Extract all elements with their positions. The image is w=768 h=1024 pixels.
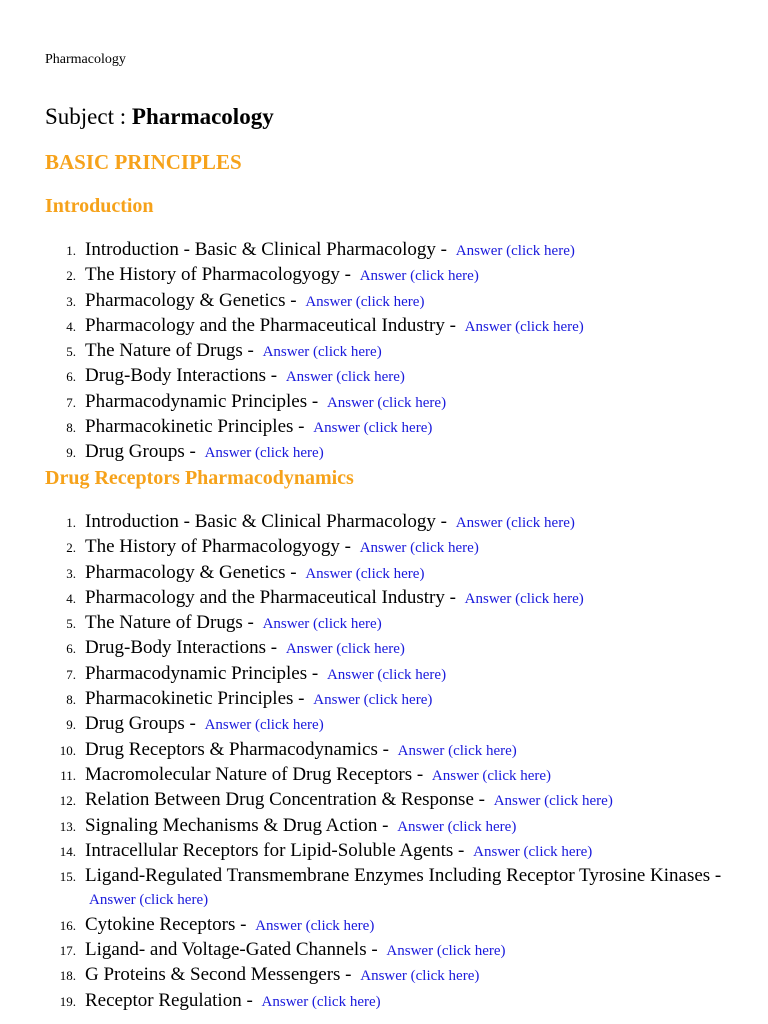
list-item-number: 10. [59, 742, 76, 758]
subject-prefix: Subject : [45, 104, 132, 129]
answer-link[interactable]: Answer (click here) [455, 243, 575, 259]
list-item-number: 5. [66, 616, 76, 632]
list-item [0, 390, 768, 415]
list-item [0, 364, 768, 389]
answer-link[interactable]: Answer (click here) [431, 767, 552, 784]
answer-link[interactable]: Answer (click here) [313, 420, 433, 437]
topic-title: G Proteins & Second Messengers - [85, 964, 352, 986]
topic-title: Ligand- and Voltage-Gated Channels - [85, 939, 378, 961]
list-item [0, 738, 768, 763]
topic-title: Pharmacology & Genetics - [85, 289, 297, 311]
answer-link[interactable]: Answer (click here) [386, 943, 506, 960]
list-item [0, 440, 768, 465]
list-item [0, 864, 768, 913]
answer-link[interactable]: Answer (click here) [262, 344, 382, 361]
answer-link[interactable]: Answer (click here) [262, 616, 382, 633]
topic-title: Signaling Mechanisms & Drug Action - [85, 814, 389, 836]
answer-link[interactable]: Answer (click here) [473, 843, 593, 860]
answer-link[interactable]: Answer (click here) [455, 515, 575, 531]
topic-title: Pharmacodynamic Principles - [85, 662, 319, 684]
topic-title: Ligand-Regulated Transmembrane Enzymes Including Receptor Tyrosine Kinases - [85, 865, 722, 887]
list-item-number: 9. [66, 445, 76, 461]
list-item [0, 788, 768, 813]
list-item-number: 2. [66, 268, 76, 284]
answer-link[interactable]: Answer (click here) [359, 540, 479, 557]
list-item [0, 839, 768, 864]
answer-link[interactable]: Answer (click here) [261, 993, 381, 1010]
topic-title: Pharmacology and the Pharmaceutical Industry - [85, 586, 456, 608]
list-item-number: 3. [66, 293, 76, 309]
topic-title: Receptor Regulation - [85, 989, 253, 1011]
list-item-number: 4. [66, 318, 76, 334]
topic-title: Macromolecular Nature of Drug Receptors - [85, 763, 424, 785]
list-item-number: 4. [66, 590, 76, 606]
answer-link[interactable]: Answer (click here) [305, 293, 425, 310]
list-item-number: 5. [66, 344, 76, 360]
list-item-number: 1. [66, 243, 76, 258]
subject-name: Pharmacology [131, 104, 274, 129]
part-title: BASIC PRINCIPLES [45, 150, 242, 174]
topic-title: Drug-Body Interactions - [85, 365, 278, 387]
topic-title: Pharmacodynamic Principles - [85, 390, 319, 412]
list-item [0, 586, 768, 611]
answer-link[interactable]: Answer (click here) [313, 692, 433, 709]
list-item-number: 17. [59, 943, 76, 959]
topic-title: Pharmacology and the Pharmaceutical Industry - [85, 314, 456, 336]
list-item [0, 289, 768, 314]
list-item [0, 415, 768, 440]
answer-link[interactable]: Answer (click here) [397, 818, 517, 835]
answer-link[interactable]: Answer (click here) [464, 590, 584, 607]
topic-list-introduction [0, 238, 768, 466]
answer-link[interactable]: Answer (click here) [89, 892, 209, 909]
topic-title: The Nature of Drugs - [85, 340, 254, 362]
topic-title: Introduction - Basic & Clinical Pharmacology - [85, 239, 447, 260]
list-item-number: 19. [59, 993, 76, 1009]
answer-link[interactable]: Answer (click here) [285, 641, 405, 658]
topic-title: The History of Pharmacologyogy - [85, 264, 351, 286]
list-item-number: 8. [66, 420, 76, 436]
list-item-number: 2. [66, 540, 76, 556]
answer-link[interactable]: Answer (click here) [493, 793, 613, 810]
topic-title: Drug Groups - [85, 441, 196, 463]
topic-title: Drug-Body Interactions - [85, 637, 278, 659]
topic-title: Relation Between Drug Concentration & Response - [85, 789, 485, 811]
list-item-number: 7. [66, 666, 76, 682]
list-item-number: 18. [59, 968, 76, 984]
list-item-number: 12. [59, 793, 76, 809]
chapter-title-introduction: Introduction [45, 195, 154, 217]
list-item [0, 989, 768, 1014]
list-item [0, 963, 768, 988]
topic-title: Cytokine Receptors - [85, 913, 247, 935]
list-item-number: 9. [66, 717, 76, 733]
list-item [0, 687, 768, 712]
list-item-number: 8. [66, 692, 76, 708]
answer-link[interactable]: Answer (click here) [255, 917, 375, 934]
topic-title: Intracellular Receptors for Lipid-Soluble Agents - [85, 839, 465, 861]
list-item-number: 7. [66, 394, 76, 410]
list-item-number: 11. [60, 767, 76, 783]
topic-title: Pharmacokinetic Principles - [85, 688, 305, 710]
answer-link[interactable]: Answer (click here) [464, 318, 584, 335]
list-item [0, 263, 768, 288]
list-item-number: 6. [66, 369, 76, 385]
list-item [0, 510, 768, 535]
answer-link[interactable]: Answer (click here) [397, 742, 517, 759]
topic-title: Drug Receptors & Pharmacodynamics - [85, 738, 389, 760]
list-item-number: 15. [59, 869, 76, 885]
topic-title: Pharmacokinetic Principles - [85, 416, 305, 438]
topic-title: Drug Groups - [85, 713, 196, 735]
list-item [0, 636, 768, 661]
page-header: Pharmacology [45, 52, 126, 67]
answer-link[interactable]: Answer (click here) [285, 369, 405, 386]
answer-link[interactable]: Answer (click here) [359, 268, 479, 285]
list-item-number: 6. [66, 641, 76, 657]
list-item [0, 814, 768, 839]
list-item [0, 238, 768, 263]
list-item [0, 763, 768, 788]
chapter-title-drug-receptors: Drug Receptors Pharmacodynamics [45, 467, 354, 489]
answer-link[interactable]: Answer (click here) [360, 968, 480, 985]
topic-title: The History of Pharmacologyogy - [85, 536, 351, 558]
list-item [0, 938, 768, 963]
topic-title: Introduction - Basic & Clinical Pharmacology - [85, 511, 447, 532]
list-item [0, 712, 768, 737]
list-item-number: 1. [66, 515, 76, 530]
list-item [0, 662, 768, 687]
list-item-number: 3. [66, 565, 76, 581]
answer-link[interactable]: Answer (click here) [326, 666, 447, 683]
list-item [0, 535, 768, 560]
list-item [0, 314, 768, 339]
list-item [0, 611, 768, 636]
topic-title: The Nature of Drugs - [85, 612, 254, 634]
answer-link[interactable]: Answer (click here) [305, 565, 425, 582]
list-item [0, 913, 768, 938]
list-item-number: 14. [59, 843, 76, 859]
list-item-number: 13. [59, 818, 76, 834]
subject-title [45, 104, 274, 130]
topic-title: Pharmacology & Genetics - [85, 561, 297, 583]
answer-link[interactable]: Answer (click here) [326, 394, 447, 411]
answer-link[interactable]: Answer (click here) [204, 717, 324, 734]
list-item [0, 561, 768, 586]
answer-link[interactable]: Answer (click here) [204, 445, 324, 462]
list-item [0, 339, 768, 364]
topic-list-drug-receptors [0, 510, 768, 1014]
list-item-number: 16. [59, 917, 76, 933]
